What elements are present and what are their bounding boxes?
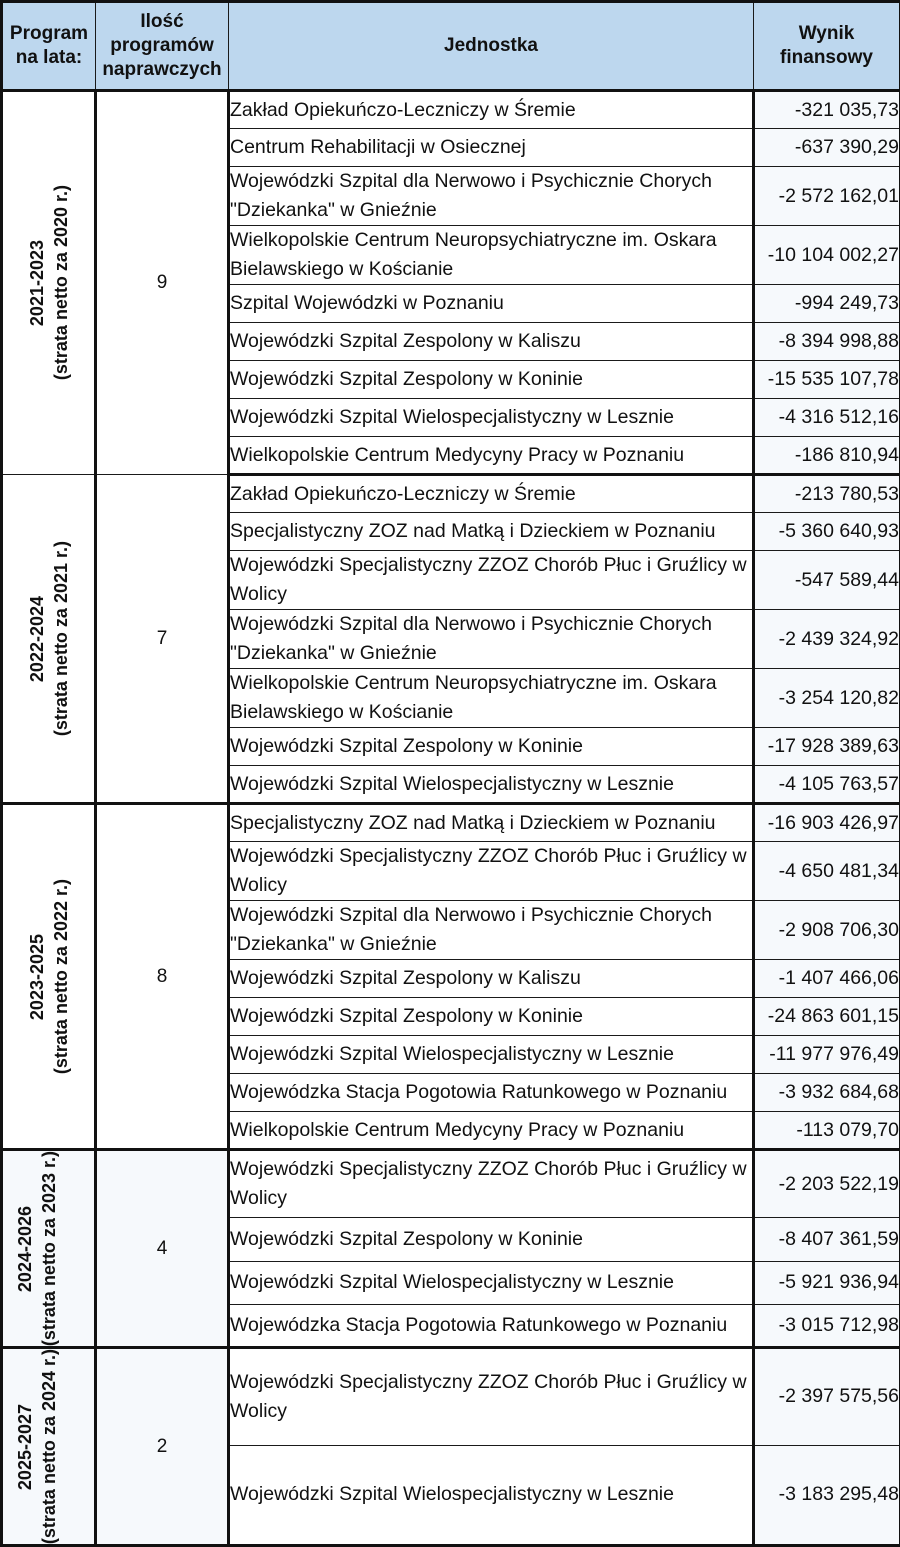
financial-result: -547 589,44 xyxy=(754,551,900,610)
unit-name: Wielkopolskie Centrum Medycyny Pracy w Poznaniu xyxy=(229,437,754,475)
period-range: 2022-2024 xyxy=(25,541,49,736)
financial-result: -8 407 361,59 xyxy=(754,1218,900,1261)
period-note: (strata netto za 2022 r.) xyxy=(49,879,73,1074)
header-program-count: Ilość programów naprawczych xyxy=(96,2,229,91)
table-row xyxy=(2,91,900,129)
financial-result: -321 035,73 xyxy=(754,91,900,129)
table-row xyxy=(2,475,900,513)
financial-result: -3 015 712,98 xyxy=(754,1304,900,1347)
header-financial-result: Wynik finansowy xyxy=(754,2,900,91)
unit-name: Wojewódzki Szpital Wielospecjalistyczny w Lesznie xyxy=(229,766,754,804)
program-count: 7 xyxy=(96,475,229,804)
financial-result: -4 105 763,57 xyxy=(754,766,900,804)
financial-result: -4 650 481,34 xyxy=(754,842,900,901)
period-range: 2025-2027 xyxy=(13,1349,37,1544)
unit-name: Wielkopolskie Centrum Medycyny Pracy w Poznaniu xyxy=(229,1112,754,1150)
financial-result: -5 360 640,93 xyxy=(754,513,900,551)
period-range: 2023-2025 xyxy=(25,879,49,1074)
program-count: 4 xyxy=(96,1150,229,1348)
unit-name: Wojewódzki Specjalistyczny ZZOZ Chorób Płuc i Gruźlicy w Wolicy xyxy=(229,842,754,901)
period-note: (strata netto za 2023 r.) xyxy=(37,1151,85,1346)
unit-name: Wojewódzki Szpital dla Nerwowo i Psychicznie Chorych "Dziekanka" w Gnieźnie xyxy=(229,901,754,960)
financial-result: -10 104 002,27 xyxy=(754,226,900,285)
financial-result: -213 780,53 xyxy=(754,475,900,513)
unit-name: Centrum Rehabilitacji w Osiecznej xyxy=(229,129,754,167)
table-row xyxy=(2,804,900,842)
period-cell xyxy=(2,475,96,804)
program-count: 2 xyxy=(96,1348,229,1546)
period-cell xyxy=(2,91,96,475)
unit-name: Wojewódzki Szpital dla Nerwowo i Psychicznie Chorych "Dziekanka" w Gnieźnie xyxy=(229,167,754,226)
unit-name: Wielkopolskie Centrum Neuropsychiatryczne im. Oskara Bielawskiego w Kościanie xyxy=(229,226,754,285)
table-row xyxy=(2,1150,900,1218)
header-program-period: Program na lata: xyxy=(2,2,96,91)
financial-result: -2 203 522,19 xyxy=(754,1150,900,1218)
period-note: (strata netto za 2024 r.) xyxy=(37,1349,85,1544)
financial-result: -15 535 107,78 xyxy=(754,361,900,399)
unit-name: Wojewódzki Szpital Wielospecjalistyczny w Lesznie xyxy=(229,1261,754,1304)
unit-name: Wojewódzki Szpital Zespolony w Koninie xyxy=(229,998,754,1036)
unit-name: Wojewódzka Stacja Pogotowia Ratunkowego w Poznaniu xyxy=(229,1304,754,1347)
financial-result: -24 863 601,15 xyxy=(754,998,900,1036)
financial-result: -5 921 936,94 xyxy=(754,1261,900,1304)
period-cell xyxy=(2,804,96,1150)
unit-name: Wojewódzki Specjalistyczny ZZOZ Chorób Płuc i Gruźlicy w Wolicy xyxy=(229,1150,754,1218)
financial-result: -2 908 706,30 xyxy=(754,901,900,960)
unit-name: Zakład Opiekuńczo-Leczniczy w Śremie xyxy=(229,475,754,513)
period-note: (strata netto za 2021 r.) xyxy=(49,541,73,736)
unit-name: Wojewódzka Stacja Pogotowia Ratunkowego w Poznaniu xyxy=(229,1074,754,1112)
financial-result: -8 394 998,88 xyxy=(754,323,900,361)
unit-name: Wojewódzki Szpital Wielospecjalistyczny w Lesznie xyxy=(229,399,754,437)
period-cell xyxy=(2,1348,96,1546)
financial-result: -3 254 120,82 xyxy=(754,669,900,728)
period-note: (strata netto za 2020 r.) xyxy=(49,185,73,380)
unit-name: Wojewódzki Szpital Zespolony w Koninie xyxy=(229,1218,754,1261)
table-body xyxy=(2,91,900,1546)
financial-result: -2 397 575,56 xyxy=(754,1348,900,1446)
program-count: 9 xyxy=(96,91,229,475)
unit-name: Specjalistyczny ZOZ nad Matką i Dzieckiem w Poznaniu xyxy=(229,804,754,842)
financial-result: -3 183 295,48 xyxy=(754,1445,900,1546)
program-count: 8 xyxy=(96,804,229,1150)
header-unit: Jednostka xyxy=(229,2,754,91)
unit-name: Wojewódzki Specjalistyczny ZZOZ Chorób Płuc i Gruźlicy w Wolicy xyxy=(229,551,754,610)
unit-name: Wojewódzki Szpital Zespolony w Koninie xyxy=(229,361,754,399)
unit-name: Szpital Wojewódzki w Poznaniu xyxy=(229,285,754,323)
financial-result: -1 407 466,06 xyxy=(754,960,900,998)
unit-name: Wojewódzki Specjalistyczny ZZOZ Chorób Płuc i Gruźlicy w Wolicy xyxy=(229,1348,754,1446)
unit-name: Specjalistyczny ZOZ nad Matką i Dzieckiem w Poznaniu xyxy=(229,513,754,551)
unit-name: Wojewódzki Szpital Zespolony w Kaliszu xyxy=(229,960,754,998)
period-range: 2024-2026 xyxy=(13,1151,37,1346)
financial-result: -17 928 389,63 xyxy=(754,728,900,766)
financial-result: -113 079,70 xyxy=(754,1112,900,1150)
unit-name: Wojewódzki Szpital Wielospecjalistyczny w Lesznie xyxy=(229,1445,754,1546)
period-cell xyxy=(2,1150,96,1348)
unit-name: Wielkopolskie Centrum Neuropsychiatryczne im. Oskara Bielawskiego w Kościanie xyxy=(229,669,754,728)
financial-result: -186 810,94 xyxy=(754,437,900,475)
unit-name: Wojewódzki Szpital dla Nerwowo i Psychicznie Chorych "Dziekanka" w Gnieźnie xyxy=(229,610,754,669)
header-row xyxy=(2,2,900,91)
financial-result: -637 390,29 xyxy=(754,129,900,167)
financial-result: -4 316 512,16 xyxy=(754,399,900,437)
financial-result: -2 439 324,92 xyxy=(754,610,900,669)
table-row xyxy=(2,1348,900,1446)
financial-result: -11 977 976,49 xyxy=(754,1036,900,1074)
period-range: 2021-2023 xyxy=(25,185,49,380)
unit-name: Wojewódzki Szpital Zespolony w Kaliszu xyxy=(229,323,754,361)
financial-result: -3 932 684,68 xyxy=(754,1074,900,1112)
unit-name: Zakład Opiekuńczo-Leczniczy w Śremie xyxy=(229,91,754,129)
financial-result: -16 903 426,97 xyxy=(754,804,900,842)
financial-result: -2 572 162,01 xyxy=(754,167,900,226)
unit-name: Wojewódzki Szpital Wielospecjalistyczny w Lesznie xyxy=(229,1036,754,1074)
financial-result: -994 249,73 xyxy=(754,285,900,323)
unit-name: Wojewódzki Szpital Zespolony w Koninie xyxy=(229,728,754,766)
